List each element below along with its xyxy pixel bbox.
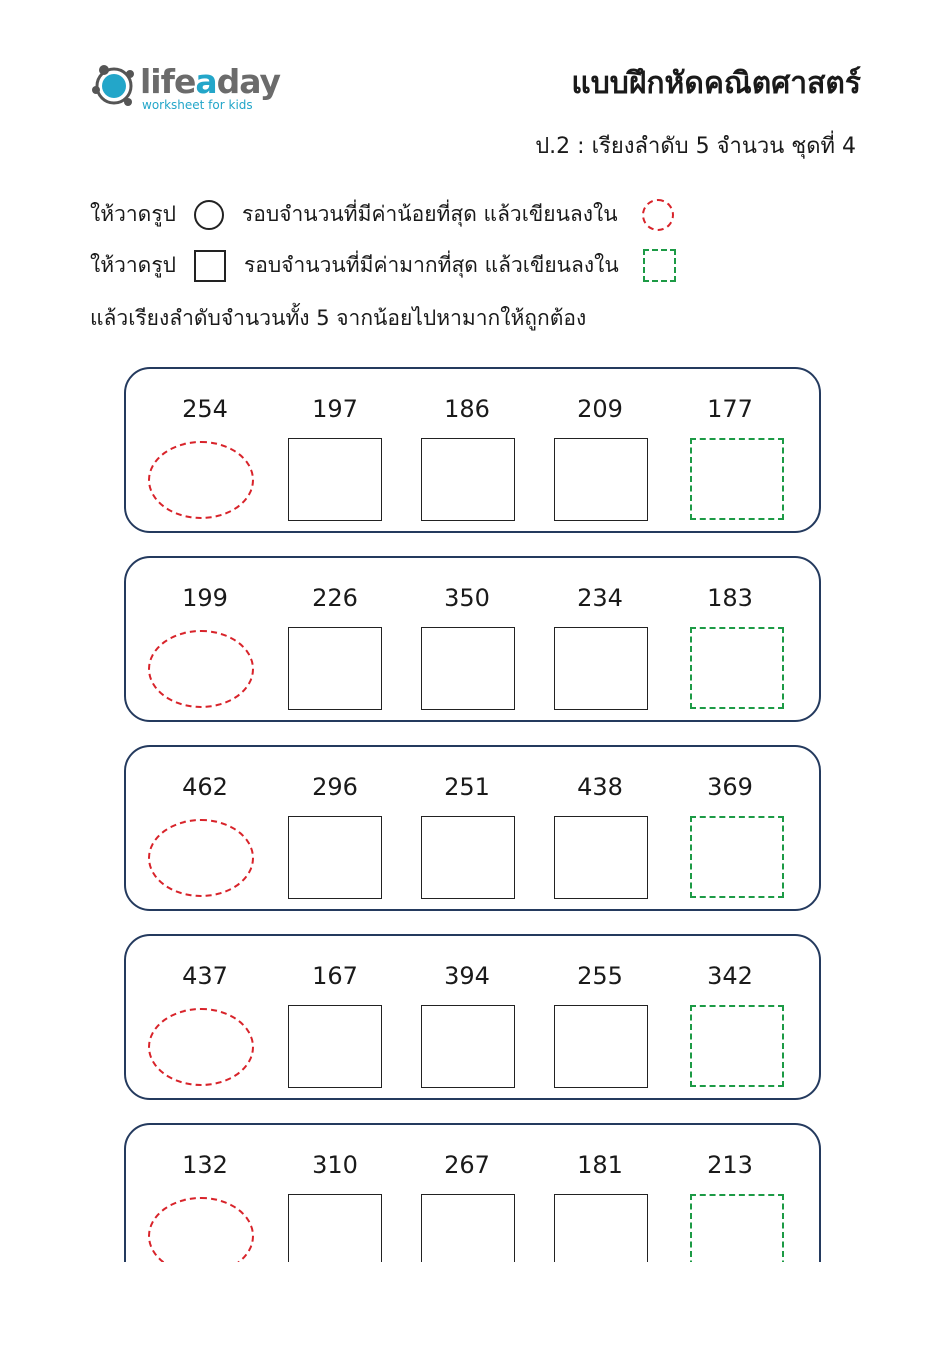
instruction-text: ให้วาดรูป — [90, 253, 176, 277]
number-value: 350 — [444, 584, 490, 612]
number-value: 342 — [707, 962, 753, 990]
number-value: 199 — [182, 584, 228, 612]
number-value: 209 — [577, 395, 623, 423]
answer-box[interactable] — [288, 1005, 382, 1088]
logo-wordmark: lifeaday — [140, 62, 281, 101]
largest-answer-box[interactable] — [690, 816, 784, 898]
answer-box[interactable] — [288, 627, 382, 710]
instruction-text: รอบจำนวนที่มีค่าน้อยที่สุด แล้วเขียนลงใน — [241, 202, 618, 226]
exercise-card — [124, 556, 821, 722]
answer-box[interactable] — [554, 627, 648, 710]
smallest-answer-oval[interactable] — [148, 441, 254, 519]
smallest-answer-oval[interactable] — [148, 819, 254, 897]
number-value: 462 — [182, 773, 228, 801]
instruction-text: ให้วาดรูป — [90, 202, 176, 226]
answer-box[interactable] — [421, 627, 515, 710]
number-value: 255 — [577, 962, 623, 990]
number-value: 177 — [707, 395, 753, 423]
number-value: 437 — [182, 962, 228, 990]
answer-box[interactable] — [288, 438, 382, 521]
smallest-answer-oval[interactable] — [148, 630, 254, 708]
number-value: 394 — [444, 962, 490, 990]
instruction-text: แล้วเรียงลำดับจำนวนทั้ง 5 จากน้อยไปหามากให้ถูกต้อง — [90, 306, 587, 330]
answer-box[interactable] — [421, 438, 515, 521]
page-subtitle: ป.2 : เรียงลำดับ 5 จำนวน ชุดที่ 4 — [535, 134, 856, 159]
largest-answer-box[interactable] — [690, 1005, 784, 1087]
answer-box[interactable] — [288, 1194, 382, 1262]
instruction-text: รอบจำนวนที่มีค่ามากที่สุด แล้วเขียนลงใน — [243, 253, 619, 277]
answer-box[interactable] — [421, 816, 515, 899]
answer-box[interactable] — [421, 1005, 515, 1088]
exercise-card — [124, 745, 821, 911]
number-value: 167 — [312, 962, 358, 990]
number-value: 267 — [444, 1151, 490, 1179]
answer-box[interactable] — [554, 1005, 648, 1088]
exercise-card — [124, 367, 821, 533]
number-value: 226 — [312, 584, 358, 612]
number-value: 213 — [707, 1151, 753, 1179]
number-value: 132 — [182, 1151, 228, 1179]
exercise-card — [124, 1123, 821, 1262]
logo-tagline: worksheet for kids — [142, 98, 253, 112]
number-value: 183 — [707, 584, 753, 612]
number-value: 296 — [312, 773, 358, 801]
answer-box[interactable] — [554, 438, 648, 521]
number-value: 234 — [577, 584, 623, 612]
number-value: 310 — [312, 1151, 358, 1179]
answer-box[interactable] — [554, 1194, 648, 1262]
number-value: 186 — [444, 395, 490, 423]
largest-answer-box[interactable] — [690, 627, 784, 709]
number-value: 181 — [577, 1151, 623, 1179]
largest-answer-box[interactable] — [690, 1194, 784, 1262]
answer-box[interactable] — [554, 816, 648, 899]
answer-box[interactable] — [421, 1194, 515, 1262]
answer-box[interactable] — [288, 816, 382, 899]
largest-answer-box[interactable] — [690, 438, 784, 520]
number-value: 254 — [182, 395, 228, 423]
page-title: แบบฝึกหัดคณิตศาสตร์ — [571, 66, 861, 101]
smallest-answer-oval[interactable] — [148, 1008, 254, 1086]
number-value: 369 — [707, 773, 753, 801]
number-value: 197 — [312, 395, 358, 423]
exercise-card — [124, 934, 821, 1100]
number-value: 251 — [444, 773, 490, 801]
smallest-answer-oval[interactable] — [148, 1197, 254, 1262]
number-value: 438 — [577, 773, 623, 801]
